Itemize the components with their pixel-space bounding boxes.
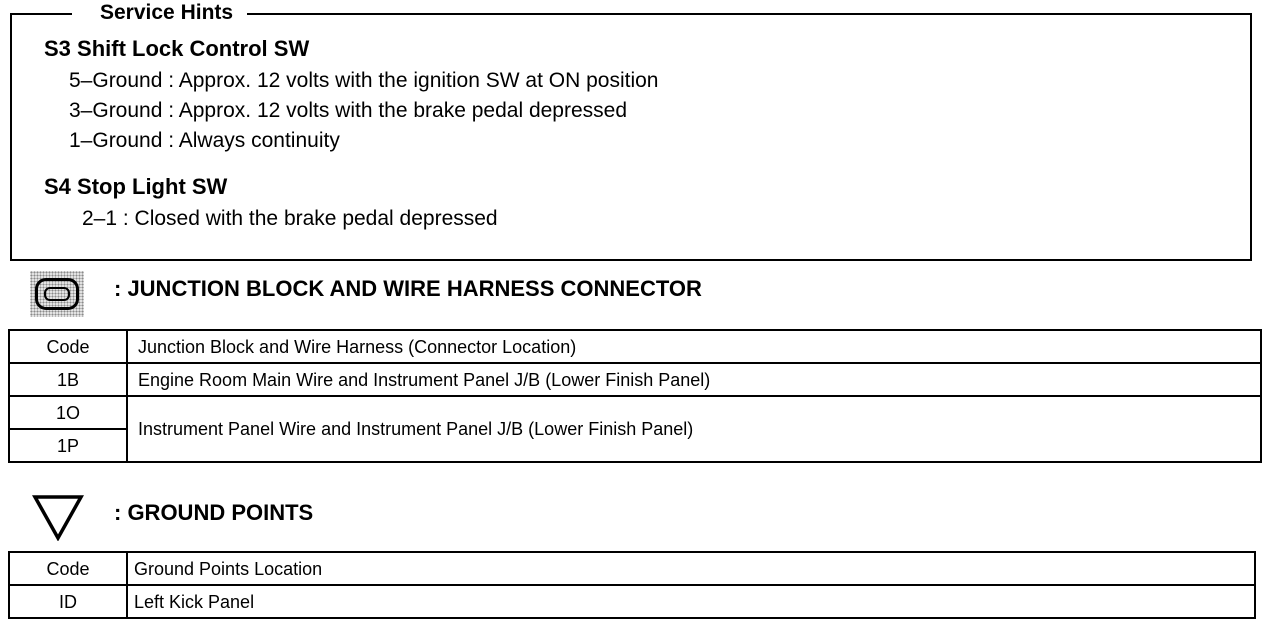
connector-s3-heading: S3 Shift Lock Control SW <box>44 36 310 61</box>
location-cell: Left Kick Panel <box>127 585 1255 618</box>
connector-s4-heading: S4 Stop Light SW <box>44 174 228 199</box>
ground-section-title: : GROUND POINTS <box>114 500 314 525</box>
connector-s3-line-3: 1–Ground : Always continuity <box>69 129 340 152</box>
ground-point-triangle-icon <box>32 493 84 541</box>
connector-s3-line-1: 5–Ground : Approx. 12 volts with the ignition SW at ON position <box>69 69 659 92</box>
code-cell: 1P <box>9 429 127 462</box>
ground-points-table <box>8 551 1256 619</box>
header-location: Ground Points Location <box>127 552 1255 585</box>
code-cell: 1O <box>9 396 127 429</box>
connector-s4-line-1: 2–1 : Closed with the brake pedal depressed <box>82 207 498 230</box>
junction-section-title: : JUNCTION BLOCK AND WIRE HARNESS CONNECTOR <box>114 276 702 301</box>
header-code: Code <box>9 330 127 363</box>
table-row <box>9 363 1261 396</box>
code-cell: ID <box>9 585 127 618</box>
location-cell: Instrument Panel Wire and Instrument Panel J/B (Lower Finish Panel) <box>127 396 1261 462</box>
junction-table <box>8 329 1262 463</box>
location-cell: Engine Room Main Wire and Instrument Panel J/B (Lower Finish Panel) <box>127 363 1261 396</box>
table-header-row <box>9 330 1261 363</box>
table-row <box>9 585 1255 618</box>
header-location: Junction Block and Wire Harness (Connector Location) <box>127 330 1261 363</box>
code-cell: 1B <box>9 363 127 396</box>
table-row <box>9 396 1261 429</box>
table-header-row <box>9 552 1255 585</box>
junction-block-connector-icon <box>30 271 84 317</box>
header-code: Code <box>9 552 127 585</box>
service-hints-title: Service Hints <box>72 1 247 25</box>
connector-s3-line-2: 3–Ground : Approx. 12 volts with the brake pedal depressed <box>69 99 628 122</box>
